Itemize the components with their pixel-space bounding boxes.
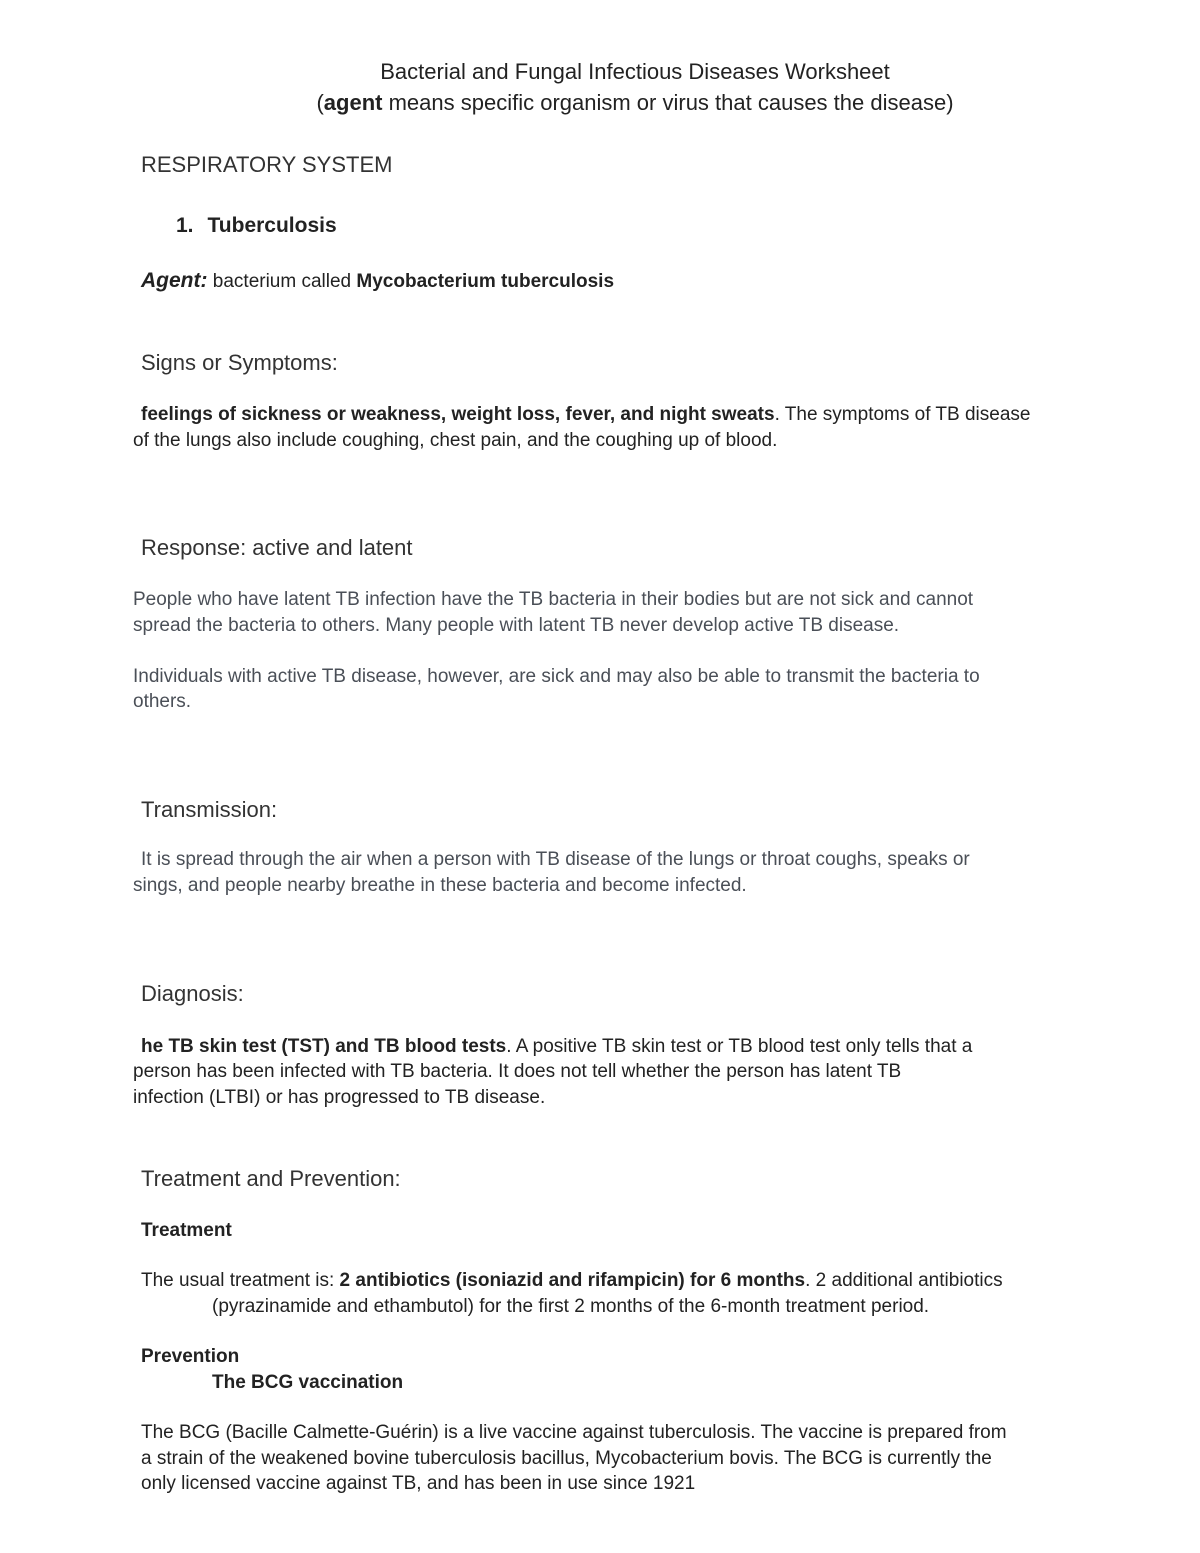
transmission-line-1: It is spread through the air when a person with TB disease of the lungs or throat coughs, speaks or (141, 849, 970, 870)
subtitle-definition: means specific organism or virus that causes the disease) (382, 90, 954, 115)
diagnosis-bold-text: he TB skin test (TST) and TB blood tests (141, 1036, 507, 1057)
treatment-line-1 (141, 1268, 1003, 1294)
treatment-rest-text: . 2 additional antibiotics (805, 1270, 1003, 1291)
subtitle-open-paren: ( (316, 90, 324, 115)
treatment-bold-text: 2 antibiotics (isoniazid and rifampicin) for 6 months (339, 1270, 806, 1291)
response-p1-line-2: spread the bacteria to others. Many people with latent TB never develop active TB disease. (133, 615, 900, 636)
agent-organism: Mycobacterium tuberculosis (356, 271, 615, 292)
bcg-line-2: a strain of the weakened bovine tuberculosis bacillus, Mycobacterium bovis. The BCG is currently the (141, 1448, 992, 1469)
bcg-line-1: The BCG (Bacille Calmette-Guérin) is a live vaccine against tuberculosis. The vaccine is prepared from (141, 1422, 1007, 1443)
treatment-heading (141, 1218, 232, 1244)
treatment-heading-text: Treatment (141, 1220, 232, 1241)
response-p2-line-2: others. (133, 691, 192, 712)
signs-line-1 (141, 402, 1030, 428)
treatment-line-2: (pyrazinamide and ethambutol) for the first 2 months of the 6-month treatment period. (212, 1296, 930, 1317)
prevention-subheading (212, 1370, 403, 1396)
agent-text: bacterium called (207, 271, 357, 292)
diagnosis-rest-text: . A positive TB skin test or TB blood test only tells that a (506, 1036, 973, 1057)
transmission-label: Transmission: (141, 797, 278, 822)
response-p1-line-1: People who have latent TB infection have the TB bacteria in their bodies but are not sick and cannot (133, 589, 974, 610)
treatment-prevention-label: Treatment and Prevention: (141, 1166, 401, 1191)
diagnosis-line-1 (141, 1034, 972, 1060)
disease-number: 1. (176, 214, 194, 237)
agent-line (141, 268, 614, 295)
disease-name: Tuberculosis (207, 214, 337, 237)
diagnosis-line-2: person has been infected with TB bacteria. It does not tell whether the person has latent TB (133, 1061, 902, 1082)
signs-line-2: of the lungs also include coughing, chest pain, and the coughing up of blood. (133, 430, 778, 451)
treatment-pre-text: The usual treatment is: (141, 1270, 340, 1291)
response-p2-line-1: Individuals with active TB disease, however, are sick and may also be able to transmit the bacteria to (133, 666, 980, 687)
diagnosis-label: Diagnosis: (141, 981, 244, 1006)
response-label: Response: active and latent (141, 535, 413, 560)
agent-label: Agent: (141, 269, 208, 292)
diagnosis-line-3: infection (LTBI) or has progressed to TB disease. (133, 1087, 546, 1108)
transmission-line-2: sings, and people nearby breathe in these bacteria and become infected. (133, 875, 747, 896)
prevention-heading (141, 1344, 239, 1370)
signs-label: Signs or Symptoms: (141, 350, 338, 375)
signs-rest-text: . The symptoms of TB disease (774, 404, 1031, 425)
bcg-line-3: only licensed vaccine against TB, and has been in use since 1921 (141, 1473, 696, 1494)
worksheet-subtitle (0, 89, 1200, 117)
prevention-heading-text: Prevention (141, 1346, 240, 1367)
disease-heading (176, 214, 337, 238)
worksheet-title: Bacterial and Fungal Infectious Diseases Worksheet (380, 59, 890, 84)
prevention-subheading-text: The BCG vaccination (212, 1372, 404, 1393)
subtitle-agent-term: agent (323, 90, 383, 115)
section-heading: RESPIRATORY SYSTEM (141, 152, 393, 177)
signs-bold-text: feelings of sickness or weakness, weight loss, fever, and night sweats (141, 404, 775, 425)
